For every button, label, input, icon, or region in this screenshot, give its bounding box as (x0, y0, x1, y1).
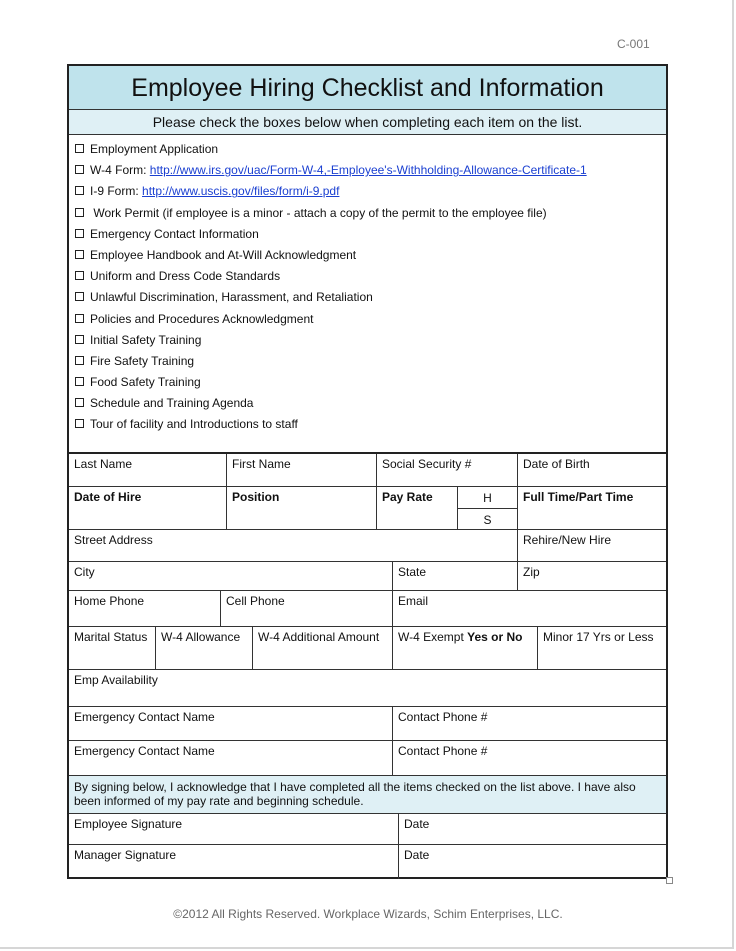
pay-rate-salary[interactable]: S (458, 509, 518, 530)
checkbox[interactable] (75, 419, 84, 428)
date-of-birth-field[interactable]: Date of Birth (518, 454, 666, 487)
checklist-item: Schedule and Training Agenda (75, 393, 665, 414)
first-name-field[interactable]: First Name (227, 454, 377, 487)
city-field[interactable]: City (69, 562, 393, 591)
i9-form-link[interactable]: http://www.uscis.gov/files/form/i-9.pdf (142, 184, 340, 199)
street-address-field[interactable]: Street Address (69, 530, 518, 562)
form-title: Employee Hiring Checklist and Information (69, 66, 666, 110)
checklist-item: Employee Handbook and At-Will Acknowledgment (75, 245, 665, 266)
position-field[interactable]: Position (227, 487, 377, 530)
w4-additional-amount-field[interactable]: W-4 Additional Amount (253, 627, 393, 670)
checklist-item: Work Permit (if employee is a minor - attach a copy of the permit to the employee file) (75, 203, 665, 224)
date-of-hire-field[interactable]: Date of Hire (69, 487, 227, 530)
minor-field[interactable]: Minor 17 Yrs or Less (538, 627, 666, 670)
checklist (75, 139, 665, 436)
contact-phone-1[interactable]: Contact Phone # (393, 707, 666, 741)
emergency-contact-name-2[interactable]: Emergency Contact Name (69, 741, 393, 776)
form-code: C-001 (617, 37, 650, 51)
hiring-form (67, 64, 668, 879)
checkbox[interactable] (75, 271, 84, 280)
manager-signature-field[interactable]: Manager Signature (69, 845, 399, 879)
checkbox[interactable] (75, 250, 84, 259)
checkbox[interactable] (75, 398, 84, 407)
checkbox[interactable] (75, 314, 84, 323)
zip-field[interactable]: Zip (518, 562, 666, 591)
ssn-field[interactable]: Social Security # (377, 454, 518, 487)
employee-date-field[interactable]: Date (399, 814, 666, 845)
copyright-footer: ©2012 All Rights Reserved. Workplace Wizards, Schim Enterprises, LLC. (173, 907, 563, 921)
email-field[interactable]: Email (393, 591, 666, 627)
marital-status-field[interactable]: Marital Status (69, 627, 156, 670)
checklist-item: W-4 Form: http://www.irs.gov/uac/Form-W-4,-Employee's-Withholding-Allowance-Certificate-1 (75, 160, 665, 181)
cell-phone-field[interactable]: Cell Phone (221, 591, 393, 627)
contact-phone-2[interactable]: Contact Phone # (393, 741, 666, 776)
checklist-item: Tour of facility and Introductions to staff (75, 414, 665, 435)
resize-handle (666, 877, 673, 884)
state-field[interactable]: State (393, 562, 518, 591)
checklist-item: Policies and Procedures Acknowledgment (75, 309, 665, 330)
home-phone-field[interactable]: Home Phone (69, 591, 221, 627)
checklist-item: Uniform and Dress Code Standards (75, 266, 665, 287)
acknowledgment-text: By signing below, I acknowledge that I have completed all the items checked on the list above. I have also been informed of my pay rate and beginning schedule. (69, 776, 666, 814)
checkbox[interactable] (75, 292, 84, 301)
last-name-field[interactable]: Last Name (69, 454, 227, 487)
w4-exempt-field[interactable]: W-4 Exempt Yes or No (393, 627, 538, 670)
w4-form-link[interactable]: http://www.irs.gov/uac/Form-W-4,-Employee's-Withholding-Allowance-Certificate-1 (149, 163, 587, 178)
checklist-item: Emergency Contact Information (75, 224, 665, 245)
checkbox[interactable] (75, 165, 84, 174)
checklist-item: Food Safety Training (75, 372, 665, 393)
checklist-item: I-9 Form: http://www.uscis.gov/files/form/i-9.pdf (75, 181, 665, 202)
checklist-item: Unlawful Discrimination, Harassment, and Retaliation (75, 287, 665, 308)
checklist-item: Initial Safety Training (75, 330, 665, 351)
employee-info-grid (69, 452, 666, 879)
w4-allowance-field[interactable]: W-4 Allowance (156, 627, 253, 670)
checkbox[interactable] (75, 186, 84, 195)
manager-date-field[interactable]: Date (404, 848, 430, 862)
checkbox[interactable] (75, 356, 84, 365)
rehire-field[interactable]: Rehire/New Hire (518, 530, 666, 562)
checkbox[interactable] (75, 208, 84, 217)
pay-rate-field[interactable]: Pay Rate (377, 487, 458, 530)
emergency-contact-name-1[interactable]: Emergency Contact Name (69, 707, 393, 741)
checkbox[interactable] (75, 144, 84, 153)
checkbox[interactable] (75, 229, 84, 238)
checkbox[interactable] (75, 377, 84, 386)
full-part-time-field[interactable]: Full Time/Part Time (518, 487, 666, 530)
checklist-item: Fire Safety Training (75, 351, 665, 372)
pay-rate-hourly[interactable]: H (458, 487, 518, 509)
form-subtitle: Please check the boxes below when completing each item on the list. (69, 110, 666, 135)
checklist-item: Employment Application (75, 139, 665, 160)
employee-signature-field[interactable]: Employee Signature (69, 814, 399, 845)
availability-field[interactable]: Emp Availability (69, 670, 666, 707)
checkbox[interactable] (75, 335, 84, 344)
